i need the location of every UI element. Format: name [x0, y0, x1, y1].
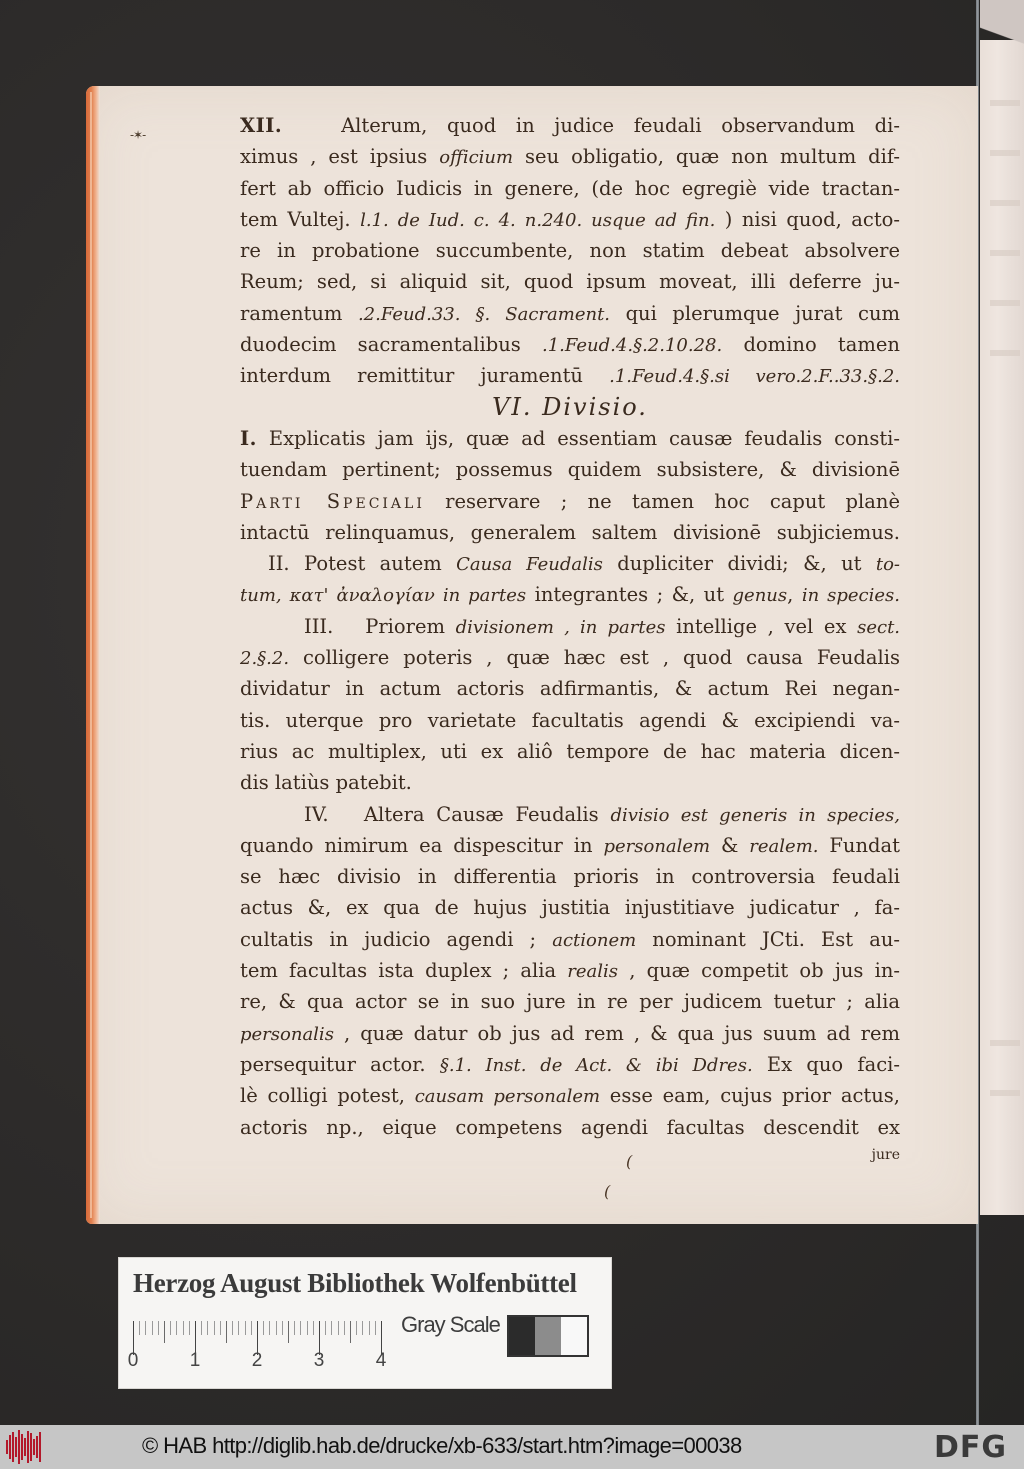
- text-line: [240, 266, 900, 297]
- line-content: personalis , quæ datur ob jus ad rem , & qua jus suum ad rem: [240, 1021, 900, 1045]
- ruler-tick: [375, 1321, 376, 1335]
- ruler-tick: [245, 1321, 246, 1335]
- text-line: [240, 673, 900, 704]
- text-line: [240, 298, 900, 329]
- line-content: interdum remittitur juramentū .1.Feud.4.§.si vero.2.F..33.§.2.: [240, 364, 900, 388]
- ruler-tick: [214, 1321, 215, 1335]
- catchword-line: [240, 1143, 900, 1167]
- ruler-tick: [331, 1321, 332, 1335]
- ruler-tick: [170, 1321, 171, 1335]
- hab-color-reference-card: [118, 1257, 612, 1389]
- ruler-tick: [238, 1321, 239, 1335]
- gray-swatch-light: [561, 1317, 587, 1355]
- adjacent-page-strip: [980, 40, 1024, 1215]
- text-line: [240, 611, 900, 642]
- chapter-heading: VI. Divisio.: [492, 392, 648, 421]
- ruler-tick: [207, 1321, 208, 1335]
- text-line: [240, 110, 900, 141]
- line-content: intellige , vel ex: [676, 614, 847, 638]
- text-line: [240, 736, 900, 767]
- line-content: rius ac multiplex, uti ex aliô tempore de hac materia dicen-: [240, 739, 900, 763]
- line-content: Explicatis jam ijs, quæ ad essentiam causæ feudalis consti-: [268, 426, 901, 450]
- ruler-tick: [362, 1321, 363, 1335]
- ruler-label: 2: [251, 1350, 263, 1371]
- text-line: [240, 892, 900, 923]
- italic-term: divisionem , in partes: [455, 616, 666, 638]
- text-line: [240, 830, 900, 861]
- ruler-tick: [344, 1321, 345, 1335]
- text-line: [240, 141, 900, 172]
- ruler-tick: [263, 1321, 264, 1335]
- paragraph-number: I.: [240, 426, 257, 450]
- text-line: [240, 1080, 900, 1111]
- line-content: reservare ; ne tamen hoc caput planè: [445, 489, 900, 513]
- line-content: dupliciter dividi; &, ut: [617, 552, 862, 576]
- ruler-label: 1: [189, 1350, 201, 1371]
- catchword: jure: [871, 1146, 900, 1163]
- ruler-tick: [220, 1321, 221, 1335]
- ruler-tick: [232, 1321, 233, 1335]
- text-line: [240, 705, 900, 736]
- ruler-tick: [201, 1321, 202, 1335]
- ruler-tick: [356, 1321, 357, 1335]
- line-content: re in probatione succumbente, non statim debeat absolvere: [240, 239, 900, 263]
- text-line: [240, 955, 900, 986]
- ruler-tick: [276, 1321, 277, 1335]
- ruler-label: 0: [127, 1350, 139, 1371]
- line-content: 2.§.2. colligere poteris , quæ hæc est , quod causa Feudalis: [240, 646, 900, 670]
- ruler-tick: [313, 1321, 314, 1335]
- chapter-heading-line: [240, 392, 900, 423]
- ruler-tick: [176, 1321, 177, 1335]
- line-content: quando nimirum ea dispescitur in personalem & realem. Fundat: [240, 833, 900, 857]
- ruler-tick: [145, 1321, 146, 1335]
- adjacent-page-corner: [980, 0, 1024, 80]
- page-text: [240, 110, 900, 1167]
- copyright-link[interactable]: © HAB http://diglib.hab.de/drucke/xb-633/start.htm?image=00038: [142, 1433, 742, 1458]
- line-content: Priorem: [365, 614, 445, 638]
- line-content: duodecim sacramentalibus .1.Feud.4.§.2.10.28. domino tamen: [240, 333, 900, 357]
- text-line: [240, 423, 900, 454]
- ruler-tick: [158, 1321, 159, 1335]
- text-line: [240, 861, 900, 892]
- ruler-tick: [288, 1321, 289, 1343]
- text-line: [240, 1018, 900, 1049]
- ruler-tick: [152, 1321, 153, 1335]
- ruler-label: 3: [313, 1350, 325, 1371]
- italic-term: genus: [732, 585, 788, 607]
- text-line: [240, 579, 900, 610]
- line-content: actoris np., eique competens agendi facultas descendit ex: [240, 1115, 900, 1139]
- text-line: [240, 642, 900, 673]
- text-line: [240, 924, 900, 955]
- library-name: Herzog August Bibliothek Wolfenbüttel: [133, 1268, 577, 1298]
- printer-ornament: -✶-: [130, 128, 146, 142]
- line-content: Reum; sed, si aliquid sit, quod ipsum moveat, illi deferre ju-: [240, 270, 900, 294]
- line-content: fert ab officio Iudicis in genere, (de hoc egregiè vide tractan-: [240, 176, 900, 200]
- line-content: integrantes ; &, ut: [534, 583, 725, 607]
- section-number: XII.: [240, 114, 283, 137]
- line-content: ramentum .2.Feud.33. §. Sacrament. qui plerumque jurat cum: [240, 301, 900, 325]
- ruler-tick: [294, 1321, 295, 1335]
- paragraph-number: II.: [268, 552, 290, 576]
- line-content: tuendam pertinent; possemus quidem subsistere, & divisionē: [240, 458, 900, 482]
- measurement-ruler: [127, 1313, 393, 1373]
- line-content: cultatis in judicio agendi ; actionem nominant JCti. Est au-: [240, 927, 900, 951]
- line-content: tem Vultej. l.1. de Iud. c. 4. n.240. usque ad fin. ) nisi quod, acto-: [240, 207, 901, 231]
- gray-swatch-dark: [509, 1317, 535, 1355]
- line-content: tis. uterque pro varietate facultatis agendi & excipiendi va-: [240, 708, 900, 732]
- ruler-tick: [164, 1321, 165, 1343]
- small-caps-term: Parti Speciali: [240, 489, 425, 513]
- text-line: [240, 360, 900, 391]
- line-content: persequitur actor. §.1. Inst. de Act. & ibi Ddres. Ex quo faci-: [240, 1052, 901, 1076]
- ruler-tick: [269, 1321, 270, 1335]
- line-content: Altera Causæ Feudalis divisio est generis in species,: [363, 802, 900, 826]
- ruler-tick: [350, 1321, 351, 1343]
- dfg-logo-icon: DFG: [934, 1430, 1008, 1465]
- line-content: se hæc divisio in differentia prioris in controversia feudali: [240, 865, 900, 889]
- ruler-tick: [251, 1321, 252, 1335]
- italic-term: tum, κατ' ἀναλογίαν in partes: [240, 585, 527, 607]
- italic-term: sect.: [857, 616, 901, 638]
- text-line: [240, 986, 900, 1017]
- ruler-tick: [226, 1321, 227, 1343]
- ruler-label: 4: [375, 1350, 387, 1371]
- red-page-edge: [86, 86, 100, 1224]
- ruler-tick: [338, 1321, 339, 1335]
- ruler-tick: [307, 1321, 308, 1335]
- line-content: ximus , est ipsius officium seu obligatio, quæ non multum dif-: [240, 145, 900, 169]
- gray-scale-label: Gray Scale: [401, 1312, 500, 1337]
- text-line: [240, 548, 900, 579]
- text-line: [240, 454, 900, 485]
- text-line: [240, 204, 900, 235]
- line-content: tem facultas ista duplex ; alia realis , quæ competit ob jus in-: [240, 959, 901, 983]
- line-content: re, & qua actor se in suo jure in re per judicem tuetur ; alia: [240, 990, 900, 1014]
- ruler-tick: [189, 1321, 190, 1335]
- line-content: lè colligi potest, causam personalem esse eam, cujus prior actus,: [240, 1084, 900, 1108]
- ruler-tick: [139, 1321, 140, 1335]
- text-line: [240, 235, 900, 266]
- text-line: [240, 173, 900, 204]
- ruler-tick: [282, 1321, 283, 1335]
- text-line: [240, 1112, 900, 1143]
- ruler-tick: [300, 1321, 301, 1335]
- ruler-tick: [325, 1321, 326, 1335]
- text-line: [240, 486, 900, 517]
- line-content: dis latiùs patebit.: [240, 771, 412, 795]
- italic-term: to-: [875, 554, 901, 576]
- ruler-tick: [369, 1321, 370, 1335]
- gray-scale-swatch: [507, 1315, 589, 1357]
- gray-swatch-mid: [535, 1317, 561, 1355]
- text-line: [240, 1049, 900, 1080]
- text-line: [240, 517, 900, 548]
- hab-barcode-logo-icon: [6, 1430, 44, 1464]
- italic-term: Causa Feudalis: [456, 554, 603, 576]
- italic-term: in species.: [801, 585, 901, 607]
- paragraph-number: III.: [304, 614, 334, 638]
- text-line: [240, 329, 900, 360]
- text-line: [240, 767, 900, 798]
- paragraph-number: IV.: [304, 802, 329, 826]
- line-content: ,: [787, 583, 794, 607]
- ruler-tick: [183, 1321, 184, 1335]
- text-line: [240, 799, 900, 830]
- line-content: dividatur in actum actoris adfirmantis, & actum Rei negan-: [240, 677, 900, 701]
- line-content: actus &, ex qua de hujus justitia injustitiave judicatur , fa-: [240, 896, 900, 920]
- line-content: intactū relinquamus, generalem saltem divisionē subjiciemus.: [240, 520, 900, 544]
- footer-bar: [0, 1425, 1024, 1469]
- line-content: Potest autem: [304, 552, 442, 576]
- line-content: Alterum, quod in judice feudali observandum di-: [341, 114, 900, 137]
